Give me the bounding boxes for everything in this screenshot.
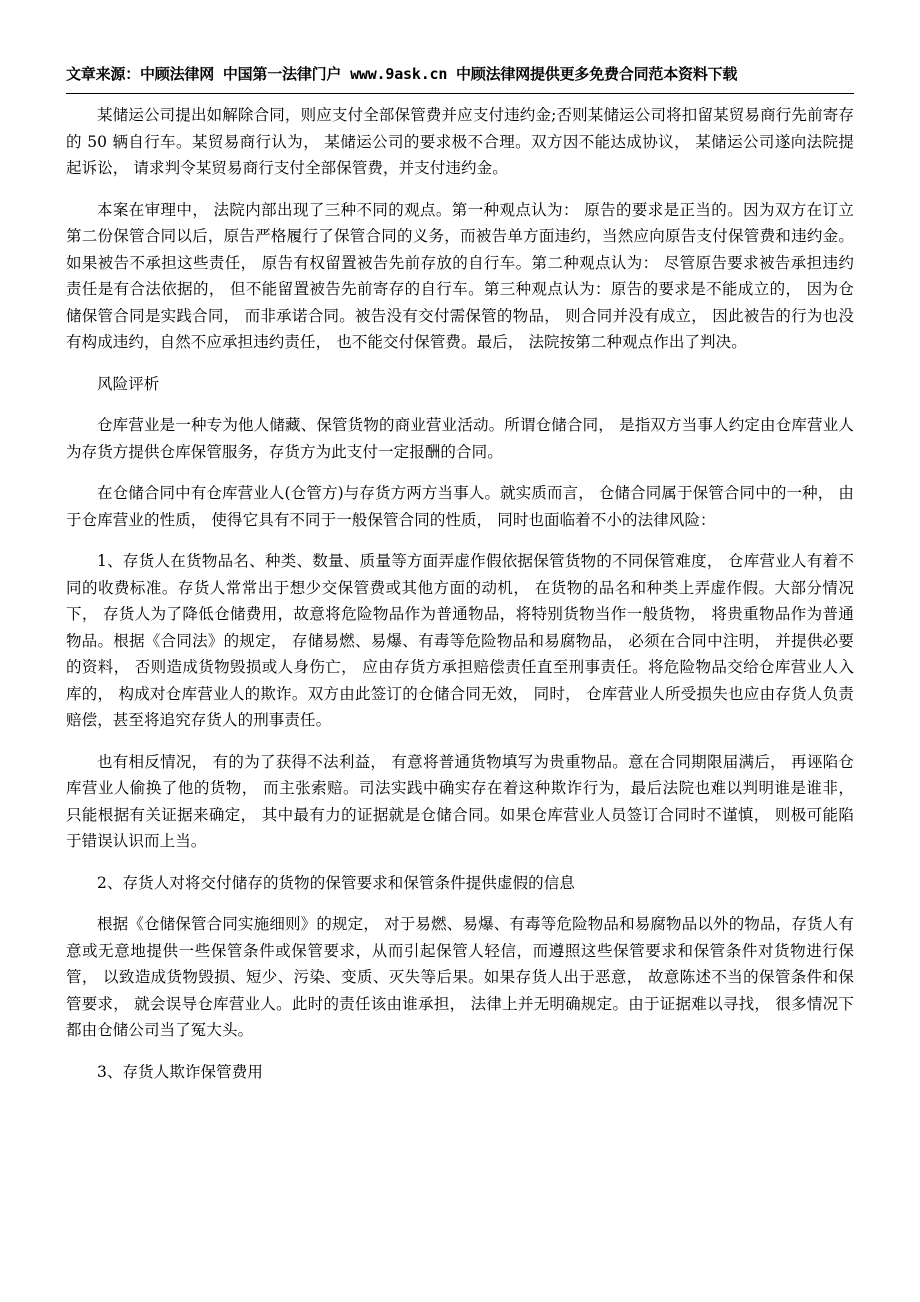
paragraph-parties: 在仓储合同中有仓库营业人(仓管方)与存货方两方当事人。就实质而言， 仓储合同属于保管合同中的一种， 由于仓库营业的性质， 使得它具有不同于一般保管合同的性质， 同时也面临着不小的法律风险： (66, 484, 854, 529)
heading-risk-3: 3、存货人欺诈保管费用 (97, 1062, 263, 1081)
heading-risk-2: 2、存货人对将交付储存的货物的保管要求和保管条件提供虚假的信息 (97, 873, 575, 892)
paragraph-court-opinions: 本案在审理中， 法院内部出现了三种不同的观点。第一种观点认为： 原告的要求是正当的。因为双方在订立第二份保管合同以后，原告严格履行了保管合同的义务，而被告单方面违约，当然应向原告支付保管费和违约金。如果被告不承担这些责任， 原告有权留置被告先前存放的自行车。第二种观点认为： 尽管原告要求被告承担违约责任是有合法依据的， 但不能留置被告先前寄存的自行车。第三种观点认为：原告的要求是不能成立的， 因为仓储保管合同是实践合同， 而非承诺合同。被告没有交付需保管的物品， 则合同并没有成立， 因此被告的行为也没有构成违约，自然不应承担违约责任， 也不能交付保管费。最后， 法院按第二种观点作出了判决。 (66, 200, 854, 351)
paragraph-warehouse-definition: 仓库营业是一种专为他人储藏、保管货物的商业营业活动。所谓仓储合同， 是指双方当事人约定由仓库营业人为存货方提供仓库保管服务，存货方为此支付一定报酬的合同。 (66, 416, 854, 461)
paragraph-dispute-claim: 某储运公司提出如解除合同，则应支付全部保管费并应支付违约金;否则某储运公司将扣留某贸易商行先前寄存的 50 辆自行车。某贸易商行认为， 某储运公司的要求极不合理。双方因不能达成协议， 某储运公司遂向法院提起诉讼， 请求判令某贸易商行支付全部保管费，并支付违约金。 (66, 106, 854, 177)
page-header (66, 64, 854, 94)
paragraph-risk-1: 1、存货人在货物品名、种类、数量、质量等方面弄虚作假依据保管货物的不同保管难度， 仓库营业人有着不同的收费标准。存货人常常出于想少交保管费或其他方面的动机， 在货物的品名和种类上弄虚作假。大部分情况下， 存货人为了降低仓储费用，故意将危险物品作为普通物品，将特别货物当作一般货物， 将贵重物品作为普通物品。根据《合同法》的规定， 存储易燃、易爆、有毒等危险物品和易腐物品， 必须在合同中注明， 并提供必要的资料， 否则造成货物毁损或人身伤亡， 应由存货方承担赔偿责任直至刑事责任。将危险物品交给仓库营业人入库的， 构成对仓库营业人的欺诈。双方由此签订的仓储合同无效， 同时， 仓库营业人所受损失也应由存货人负责赔偿，甚至将追究存货人的刑事责任。 (66, 552, 854, 729)
paragraph-opposite-case: 也有相反情况， 有的为了获得不法利益， 有意将普通货物填写为贵重物品。意在合同期限届满后， 再诬陷仓库营业人偷换了他的货物， 而主张索赔。司法实践中确实存在着这种欺诈行为，最后法院也难以判明谁是谁非， 只能根据有关证据来确定， 其中最有力的证据就是仓储合同。如果仓库营业人员签订合同时不谨慎， 则极可能陷于错误认识而上当。 (66, 752, 854, 850)
section-heading-risk-analysis: 风险评析 (97, 374, 160, 393)
header-source-line: 文章来源：中顾法律网 中国第一法律门户 www.9ask.cn 中顾法律网提供更多免费合同范本资料下载 (66, 65, 738, 83)
paragraph-risk-2-detail: 根据《仓储保管合同实施细则》的规定， 对于易燃、易爆、有毒等危险物品和易腐物品以外的物品，存货人有意或无意地提供一些保管条件或保管要求，从而引起保管人轻信，而遵照这些保管要求和保管条件对货物进行保管， 以致造成货物毁损、短少、污染、变质、灭失等后果。如果存货人出于恶意， 故意陈述不当的保管条件和保管要求， 就会误导仓库营业人。此时的责任该由谁承担， 法律上并无明确规定。由于证据难以寻找， 很多情况下都由仓储公司当了冤大头。 (66, 915, 854, 1039)
document-body (66, 102, 854, 1100)
